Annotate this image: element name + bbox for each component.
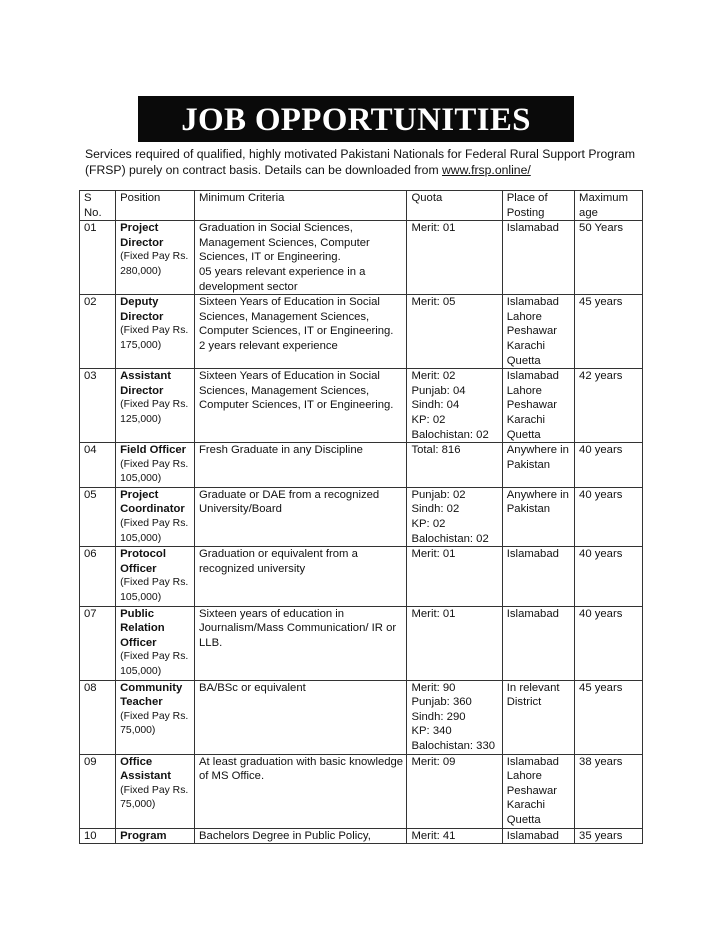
- place-line: Peshawar: [506, 399, 558, 412]
- place-line: Islamabad: [506, 370, 559, 383]
- cell-no: 04: [80, 443, 116, 488]
- cell-no: 07: [80, 606, 116, 680]
- header-place: Place of Posting: [502, 191, 574, 221]
- place-line: Quetta: [506, 354, 541, 367]
- quota-line: Merit: 01: [411, 548, 456, 561]
- position-pay: (Fixed Pay Rs. 105,000): [120, 577, 189, 604]
- cell-place: [502, 487, 574, 546]
- cell-no: 02: [80, 295, 116, 369]
- cell-age: 38 years: [575, 754, 643, 828]
- place-line: In relevant District: [506, 681, 560, 709]
- position-pay: (Fixed Pay Rs. 105,000): [120, 458, 189, 485]
- criteria-line: Fresh Graduate in any Discipline: [199, 444, 363, 457]
- quota-line: Merit: 90: [411, 681, 456, 694]
- cell-age: 50 Years: [575, 221, 643, 295]
- intro-paragraph: [85, 146, 645, 178]
- table-body: [80, 221, 643, 844]
- cell-age: 40 years: [575, 547, 643, 606]
- place-line: Islamabad: [506, 548, 559, 561]
- cell-no: 05: [80, 487, 116, 546]
- table-row: [80, 369, 643, 443]
- place-line: Islamabad: [506, 755, 559, 768]
- table-row: [80, 547, 643, 606]
- quota-line: Merit: 09: [411, 755, 456, 768]
- cell-quota: [407, 487, 502, 546]
- criteria-line: 05 years relevant experience in a development sector: [199, 265, 366, 293]
- quota-line: Balochistan: 02: [411, 532, 489, 545]
- quota-line: Punjab: 02: [411, 488, 466, 501]
- quota-line: Sindh: 02: [411, 503, 460, 516]
- cell-place: [502, 443, 574, 488]
- table-row: [80, 295, 643, 369]
- header-criteria: Minimum Criteria: [195, 191, 407, 221]
- jobs-table: [79, 190, 643, 844]
- cell-position: [116, 443, 195, 488]
- quota-line: Merit: 01: [411, 222, 456, 235]
- place-line: Islamabad: [506, 607, 559, 620]
- table-row: [80, 828, 643, 844]
- cell-age: 35 years: [575, 828, 643, 844]
- cell-age: 40 years: [575, 606, 643, 680]
- cell-position: [116, 487, 195, 546]
- cell-quota: [407, 221, 502, 295]
- cell-place: [502, 606, 574, 680]
- cell-position: [116, 828, 195, 844]
- place-line: Karachi: [506, 339, 546, 352]
- position-title: Assistant Director: [120, 370, 171, 397]
- quota-line: Merit: 02: [411, 370, 456, 383]
- quota-line: Sindh: 290: [411, 710, 466, 723]
- position-title: Deputy Director: [120, 296, 164, 323]
- quota-line: Merit: 41: [411, 829, 456, 842]
- position-title: Project Coordinator: [120, 488, 185, 516]
- criteria-line: Sixteen Years of Education in Social Sciences, Management Sciences, Computer Sciences, IT or Engineering.: [199, 370, 394, 412]
- cell-quota: [407, 680, 502, 754]
- position-pay: (Fixed Pay Rs. 175,000): [120, 325, 189, 351]
- place-line: Quetta: [506, 428, 541, 441]
- cell-position: [116, 606, 195, 680]
- cell-quota: [407, 295, 502, 369]
- place-line: Quetta: [506, 813, 541, 826]
- cell-criteria: [195, 487, 407, 546]
- download-link[interactable]: www.frsp.online/: [442, 163, 531, 177]
- cell-age: 40 years: [575, 443, 643, 488]
- cell-quota: [407, 606, 502, 680]
- place-line: Lahore: [506, 770, 542, 783]
- cell-place: [502, 295, 574, 369]
- cell-no: 06: [80, 547, 116, 606]
- criteria-line: Graduation or equivalent from a recognized university: [199, 548, 358, 575]
- criteria-line: Graduate or DAE from a recognized University/Board: [199, 488, 380, 516]
- cell-quota: [407, 369, 502, 443]
- criteria-line: 2 years relevant experience: [199, 339, 338, 352]
- table-row: [80, 680, 643, 754]
- criteria-line: Sixteen Years of Education in Social Sciences, Management Sciences, Computer Sciences, IT or Engineering.: [199, 296, 394, 338]
- quota-line: Sindh: 04: [411, 399, 460, 412]
- quota-line: KP: 02: [411, 518, 446, 531]
- position-title: Field Officer: [120, 444, 187, 457]
- cell-age: 40 years: [575, 487, 643, 546]
- cell-criteria: [195, 295, 407, 369]
- quota-line: Balochistan: 02: [411, 428, 489, 441]
- table-row: [80, 443, 643, 488]
- quota-line: KP: 02: [411, 413, 446, 426]
- criteria-line: Graduation in Social Sciences, Management Sciences, Computer Sciences, IT or Engineering.: [199, 222, 370, 264]
- cell-age: 45 years: [575, 295, 643, 369]
- position-title: Community Teacher: [120, 681, 183, 709]
- position-title: Protocol Officer: [120, 548, 166, 575]
- position-pay: (Fixed Pay Rs. 125,000): [120, 399, 189, 425]
- cell-no: 08: [80, 680, 116, 754]
- place-line: Islamabad: [506, 829, 559, 842]
- place-line: Lahore: [506, 310, 542, 323]
- position-title: Project Director: [120, 222, 164, 249]
- cell-age: 42 years: [575, 369, 643, 443]
- cell-position: [116, 754, 195, 828]
- cell-position: [116, 369, 195, 443]
- header-quota: Quota: [407, 191, 502, 221]
- place-line: Peshawar: [506, 784, 558, 797]
- cell-position: [116, 221, 195, 295]
- place-line: Karachi: [506, 799, 546, 812]
- place-line: Anywhere in Pakistan: [506, 444, 569, 471]
- cell-quota: [407, 754, 502, 828]
- cell-criteria: [195, 369, 407, 443]
- criteria-line: Sixteen years of education in Journalism/Mass Communication/ IR or LLB.: [199, 607, 397, 649]
- cell-place: [502, 221, 574, 295]
- cell-no: 01: [80, 221, 116, 295]
- header-position: Position: [116, 191, 195, 221]
- cell-quota: [407, 443, 502, 488]
- intro-text: Services required of qualified, highly motivated Pakistani Nationals for Federal Rural Support Program (FRSP) purely on contract basis. Details can be downloaded from: [85, 147, 636, 177]
- place-line: Anywhere in Pakistan: [506, 488, 569, 516]
- quota-line: Punjab: 360: [411, 696, 472, 709]
- quota-line: Merit: 05: [411, 296, 456, 309]
- cell-criteria: [195, 754, 407, 828]
- position-pay: (Fixed Pay Rs. 75,000): [120, 784, 189, 811]
- place-line: Karachi: [506, 413, 546, 426]
- cell-age: 45 years: [575, 680, 643, 754]
- criteria-line: At least graduation with basic knowledge of MS Office.: [199, 755, 404, 783]
- position-pay: (Fixed Pay Rs. 75,000): [120, 710, 189, 737]
- place-line: Islamabad: [506, 222, 559, 235]
- cell-no: 03: [80, 369, 116, 443]
- quota-line: Punjab: 04: [411, 384, 466, 397]
- cell-no: 10: [80, 828, 116, 844]
- position-title: Public Relation Officer: [120, 607, 165, 649]
- table-header-row: [80, 191, 643, 221]
- page-title: JOB OPPORTUNITIES: [138, 96, 574, 142]
- quota-line: Total: 816: [411, 444, 461, 457]
- cell-quota: [407, 547, 502, 606]
- position-pay: (Fixed Pay Rs. 280,000): [120, 251, 189, 277]
- quota-line: Balochistan: 330: [411, 739, 496, 752]
- quota-line: KP: 340: [411, 725, 452, 738]
- table-row: [80, 606, 643, 680]
- cell-criteria: [195, 443, 407, 488]
- cell-no: 09: [80, 754, 116, 828]
- table-row: [80, 221, 643, 295]
- position-pay: (Fixed Pay Rs. 105,000): [120, 651, 189, 677]
- table-row: [80, 487, 643, 546]
- criteria-line: BA/BSc or equivalent: [199, 681, 306, 694]
- cell-place: [502, 680, 574, 754]
- cell-position: [116, 680, 195, 754]
- cell-criteria: [195, 680, 407, 754]
- header-no: S No.: [80, 191, 116, 221]
- position-title: Program: [120, 829, 167, 842]
- cell-position: [116, 547, 195, 606]
- cell-place: [502, 369, 574, 443]
- place-line: Peshawar: [506, 325, 558, 338]
- cell-position: [116, 295, 195, 369]
- criteria-line: Bachelors Degree in Public Policy,: [199, 829, 371, 842]
- cell-criteria: [195, 828, 407, 844]
- position-title: Office Assistant: [120, 755, 171, 783]
- cell-place: [502, 828, 574, 844]
- cell-place: [502, 754, 574, 828]
- cell-quota: [407, 828, 502, 844]
- place-line: Lahore: [506, 384, 542, 397]
- position-pay: (Fixed Pay Rs. 105,000): [120, 518, 189, 544]
- table-row: [80, 754, 643, 828]
- cell-criteria: [195, 221, 407, 295]
- place-line: Islamabad: [506, 296, 559, 309]
- cell-place: [502, 547, 574, 606]
- header-age: Maximum age: [575, 191, 643, 221]
- cell-criteria: [195, 547, 407, 606]
- cell-criteria: [195, 606, 407, 680]
- quota-line: Merit: 01: [411, 607, 456, 620]
